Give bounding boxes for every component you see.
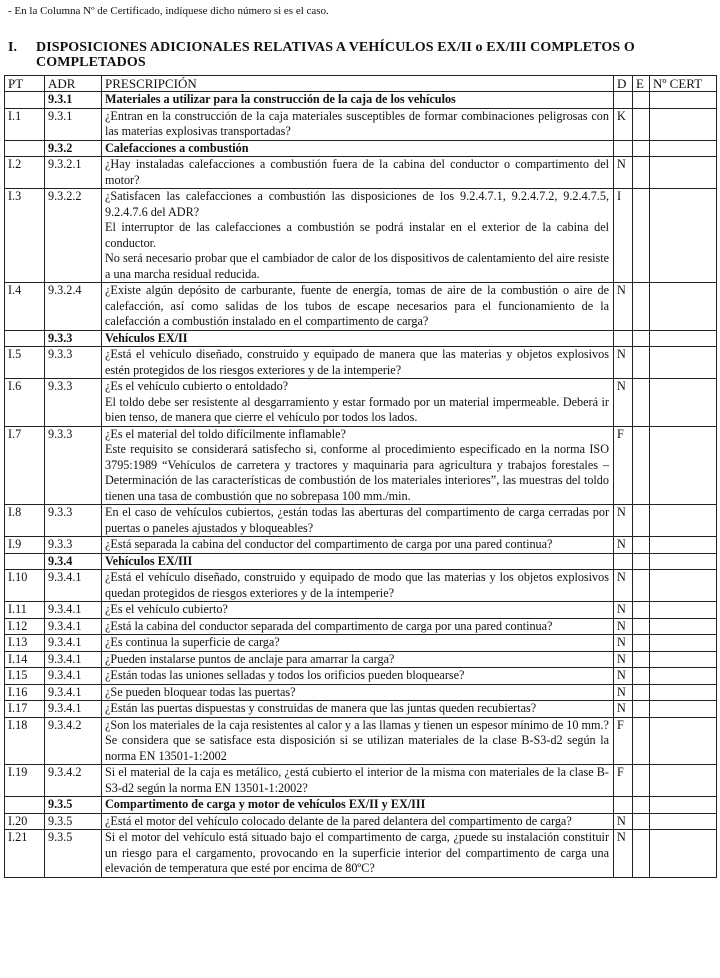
prescription-question: ¿Está separada la cabina del conductor del compartimento de carga por una pared continua? (105, 537, 553, 551)
table-row (5, 189, 717, 283)
cell-prescription (102, 108, 614, 140)
cell-prescription (102, 140, 614, 157)
prescription-question: ¿Hay instaladas calefacciones a combustión fuera de la cabina del conductor o compartimento del motor? (105, 157, 609, 187)
table-row (5, 347, 717, 379)
section-title-line1: DISPOSICIONES ADICIONALES RELATIVAS A VEHÍCULOS EX/II o EX/III COMPLETOS O (36, 40, 635, 55)
section-row (5, 140, 717, 157)
prescription-question: Si el motor del vehículo está situado bajo el compartimento de carga, ¿puede su instalación constituir un riesgo para el cargamento, provocando en la superficie interior del compartimento de carga una elevación de temperatura que esté por encima de 80ºC? (105, 830, 609, 875)
table-row (5, 618, 717, 635)
cell-e (633, 283, 650, 331)
cell-prescription (102, 330, 614, 347)
cell-e (633, 426, 650, 505)
table-row (5, 602, 717, 619)
prescription-question: Materiales a utilizar para la construcción de la caja de los vehículos (105, 92, 456, 106)
cell-e (633, 717, 650, 765)
cell-e (633, 813, 650, 830)
cell-e (633, 668, 650, 685)
cell-cert (650, 537, 717, 554)
cell-adr: 9.3.4.1 (45, 684, 102, 701)
prescription-question: ¿Está el vehículo diseñado, construido y equipado de manera que las materias y objetos explosivos estén protegidos de los riesgos exteriores y de la intemperie? (105, 347, 609, 377)
cell-d (614, 797, 633, 814)
cell-adr: 9.3.3 (45, 537, 102, 554)
cell-pt (5, 797, 45, 814)
cell-cert (650, 813, 717, 830)
prescription-question: ¿Es el vehículo cubierto? (105, 602, 228, 616)
cell-pt (5, 553, 45, 570)
table-row (5, 668, 717, 685)
cell-e (633, 92, 650, 109)
prescription-question: ¿Están las puertas dispuestas y construidas de manera que las juntas queden recubiertas? (105, 701, 537, 715)
cell-e (633, 537, 650, 554)
header-pt: PT (5, 76, 45, 92)
cell-d: F (614, 717, 633, 765)
cell-d: N (614, 635, 633, 652)
cell-adr: 9.3.4 (45, 553, 102, 570)
cell-e (633, 379, 650, 427)
cell-adr: 9.3.1 (45, 92, 102, 109)
cell-d: N (614, 537, 633, 554)
cell-d (614, 140, 633, 157)
table-row (5, 570, 717, 602)
cell-prescription (102, 651, 614, 668)
cell-prescription (102, 701, 614, 718)
cell-d: I (614, 189, 633, 283)
cell-pt: I.11 (5, 602, 45, 619)
cell-adr: 9.3.2.1 (45, 157, 102, 189)
cell-cert (650, 570, 717, 602)
cell-prescription (102, 347, 614, 379)
cell-d: N (614, 157, 633, 189)
cell-adr: 9.3.3 (45, 330, 102, 347)
cell-d: N (614, 505, 633, 537)
cell-e (633, 684, 650, 701)
cell-e (633, 602, 650, 619)
cell-cert (650, 92, 717, 109)
cell-cert (650, 618, 717, 635)
cell-pt: I.20 (5, 813, 45, 830)
cell-pt: I.15 (5, 668, 45, 685)
cell-prescription (102, 830, 614, 878)
table-body (5, 92, 717, 878)
cell-pt: I.19 (5, 765, 45, 797)
cell-e (633, 189, 650, 283)
cell-cert (650, 830, 717, 878)
cell-cert (650, 108, 717, 140)
table-row (5, 108, 717, 140)
cell-prescription (102, 570, 614, 602)
cell-prescription (102, 379, 614, 427)
cell-adr: 9.3.2.2 (45, 189, 102, 283)
section-number: I. (8, 40, 18, 55)
cell-adr: 9.3.2.4 (45, 283, 102, 331)
cell-pt: I.7 (5, 426, 45, 505)
cell-d: N (614, 701, 633, 718)
prescription-question: ¿Está el motor del vehículo colocado delante de la pared delantera del compartimento de carga? (105, 813, 572, 828)
table-header-row (5, 76, 717, 92)
cell-prescription (102, 684, 614, 701)
cell-cert (650, 140, 717, 157)
prescription-question: ¿Satisfacen las calefacciones a combustión las disposiciones de los 9.2.4.7.1, 9.2.4.7.2, 9.2.4.7.5, 9.2.4.7.6 del ADR? (105, 189, 609, 219)
prescription-question: ¿Se pueden bloquear todas las puertas? (105, 684, 296, 699)
cell-pt: I.13 (5, 635, 45, 652)
cell-cert (650, 347, 717, 379)
prescription-question: ¿Son los materiales de la caja resistentes al calor y a las llamas y tienen un espesor mínimo de 10 mm.? (105, 717, 609, 732)
table-row (5, 505, 717, 537)
cell-pt: I.12 (5, 618, 45, 635)
cell-adr: 9.3.5 (45, 797, 102, 814)
cell-adr: 9.3.1 (45, 108, 102, 140)
cell-cert (650, 602, 717, 619)
header-e: E (633, 76, 650, 92)
cell-adr: 9.3.5 (45, 830, 102, 878)
cell-d (614, 553, 633, 570)
table-row (5, 157, 717, 189)
cell-pt: I.9 (5, 537, 45, 554)
cell-pt: I.17 (5, 701, 45, 718)
prescription-note: El toldo debe ser resistente al desgarramiento y estar formado por un material impermeable. Deberá ir bien tenso, de manera que cierre el vehículo por todos los lados. (105, 394, 609, 424)
prescription-question: En el caso de vehículos cubiertos, ¿están todas las aberturas del compartimento de carga cerradas por puertas o paneles ajustados y bloqueables? (105, 505, 609, 535)
cell-prescription (102, 765, 614, 797)
table-row (5, 283, 717, 331)
cell-prescription (102, 537, 614, 554)
cell-e (633, 635, 650, 652)
table-row (5, 813, 717, 830)
prescription-note: El interruptor de las calefacciones a combustión se podrá instalar en el exterior de la cabina del conductor. (105, 220, 609, 250)
cell-prescription (102, 602, 614, 619)
cell-cert (650, 668, 717, 685)
cell-cert (650, 717, 717, 765)
cell-pt: I.8 (5, 505, 45, 537)
cell-adr: 9.3.3 (45, 347, 102, 379)
cell-prescription (102, 635, 614, 652)
cell-pt: I.4 (5, 283, 45, 331)
inspection-table (4, 75, 717, 878)
cell-e (633, 157, 650, 189)
cell-cert (650, 283, 717, 331)
cell-e (633, 553, 650, 570)
cell-cert (650, 701, 717, 718)
cell-adr: 9.3.4.2 (45, 765, 102, 797)
cell-cert (650, 189, 717, 283)
section-row (5, 553, 717, 570)
prescription-question: ¿Es el material del toldo difícilmente inflamable? (105, 426, 346, 441)
section-row (5, 797, 717, 814)
cell-e (633, 330, 650, 347)
cell-adr: 9.3.3 (45, 505, 102, 537)
cell-adr: 9.3.3 (45, 426, 102, 505)
cell-pt: I.3 (5, 189, 45, 283)
cell-pt: I.6 (5, 379, 45, 427)
cell-prescription (102, 553, 614, 570)
cell-adr: 9.3.3 (45, 379, 102, 427)
prescription-question: Si el material de la caja es metálico, ¿está cubierto el interior de la misma con materiales de la clase B-S3-d2 según la norma EN 13501-1:2002? (105, 765, 609, 795)
prescription-note: Se considera que se satisface esta disposición si se utilizan materiales de la clase B-S3-d2 según la norma EN 13501-1:2002 (105, 733, 609, 763)
table-row (5, 701, 717, 718)
cell-d: N (614, 618, 633, 635)
cell-prescription (102, 189, 614, 283)
cell-cert (650, 684, 717, 701)
cell-pt: I.1 (5, 108, 45, 140)
cell-e (633, 701, 650, 718)
cell-prescription (102, 426, 614, 505)
cell-prescription (102, 668, 614, 685)
cell-d: N (614, 668, 633, 685)
table-row (5, 537, 717, 554)
cell-d: N (614, 813, 633, 830)
cell-prescription (102, 92, 614, 109)
cell-pt: I.10 (5, 570, 45, 602)
header-d: D (614, 76, 633, 92)
cell-cert (650, 157, 717, 189)
table-row (5, 379, 717, 427)
cell-d: F (614, 426, 633, 505)
cell-d: N (614, 651, 633, 668)
cell-d (614, 330, 633, 347)
cell-e (633, 108, 650, 140)
cell-e (633, 618, 650, 635)
cell-cert (650, 765, 717, 797)
prescription-note: Este requisito se considerará satisfecho si, conforme al procedimiento especificado en la norma ISO 3795:1989 “Vehículos de carretera y tractores y maquinaria para agricultura y trabajos forestales – Determinación de las características de combustión de los materiales interiores”, las muestras del toldo tienen una tasa de combustión que no sobrepasa 100 mm./min. (105, 442, 609, 503)
prescription-question: Vehículos EX/II (105, 330, 188, 345)
prescription-question: ¿Existe algún depósito de carburante, fuente de energía, tomas de aire de la combustión o aire de calefacción, así como salidas de los tubos de escape necesarios para el funcionamiento de la calefacción a combustión instalado en el compartimento de carga? (105, 283, 609, 328)
cell-pt: I.5 (5, 347, 45, 379)
section-title-line2: COMPLETADOS (36, 55, 146, 70)
cell-d: F (614, 765, 633, 797)
cell-pt: I.18 (5, 717, 45, 765)
cell-pt: I.14 (5, 651, 45, 668)
cell-pt (5, 330, 45, 347)
cell-prescription (102, 797, 614, 814)
table-row (5, 635, 717, 652)
cell-prescription (102, 283, 614, 331)
cell-pt (5, 140, 45, 157)
prescription-question: ¿Están todas las uniones selladas y todos los orificios pueden bloquearse? (105, 668, 465, 682)
certificate-note: - En la Columna Nº de Certificado, indíquese dicho número si es el caso. (8, 5, 329, 17)
header-cert: Nº CERT (650, 76, 717, 92)
cell-e (633, 797, 650, 814)
prescription-question: ¿Es el vehículo cubierto o entoldado? (105, 379, 289, 393)
cell-adr: 9.3.5 (45, 813, 102, 830)
section-heading (8, 40, 712, 70)
section-row (5, 330, 717, 347)
prescription-question: ¿Pueden instalarse puntos de anclaje para amarrar la carga? (105, 651, 395, 666)
prescription-question: Calefacciones a combustión (105, 140, 249, 155)
cell-cert (650, 330, 717, 347)
prescription-question: Vehículos EX/III (105, 553, 193, 568)
cell-d (614, 92, 633, 109)
cell-cert (650, 635, 717, 652)
cell-e (633, 651, 650, 668)
cell-adr: 9.3.4.1 (45, 701, 102, 718)
cell-prescription (102, 618, 614, 635)
cell-d: N (614, 570, 633, 602)
cell-pt: I.2 (5, 157, 45, 189)
cell-cert (650, 797, 717, 814)
cell-cert (650, 426, 717, 505)
cell-adr: 9.3.4.1 (45, 635, 102, 652)
table-row (5, 830, 717, 878)
table-row (5, 651, 717, 668)
cell-adr: 9.3.4.1 (45, 602, 102, 619)
cell-pt: I.16 (5, 684, 45, 701)
header-prescription: PRESCRIPCIÓN (102, 76, 614, 92)
table-row (5, 426, 717, 505)
cell-e (633, 765, 650, 797)
cell-adr: 9.3.4.2 (45, 717, 102, 765)
prescription-question: ¿Está el vehículo diseñado, construido y equipado de modo que las materias y los objetos explosivos quedan protegidos de riesgos exteriores y de la intemperie? (105, 570, 609, 600)
cell-d: N (614, 830, 633, 878)
cell-prescription (102, 717, 614, 765)
table-row (5, 765, 717, 797)
cell-d: N (614, 283, 633, 331)
cell-e (633, 570, 650, 602)
cell-e (633, 347, 650, 379)
cell-e (633, 140, 650, 157)
prescription-question: ¿Está la cabina del conductor separada del compartimento de carga por una pared continua? (105, 618, 553, 633)
table-row (5, 684, 717, 701)
header-adr: ADR (45, 76, 102, 92)
prescription-question: Compartimento de carga y motor de vehículos EX/II y EX/III (105, 797, 426, 811)
cell-prescription (102, 505, 614, 537)
cell-pt: I.21 (5, 830, 45, 878)
cell-d: K (614, 108, 633, 140)
cell-prescription (102, 157, 614, 189)
section-row (5, 92, 717, 109)
cell-prescription (102, 813, 614, 830)
cell-cert (650, 505, 717, 537)
cell-adr: 9.3.4.1 (45, 668, 102, 685)
cell-adr: 9.3.4.1 (45, 570, 102, 602)
cell-d: N (614, 347, 633, 379)
cell-pt (5, 92, 45, 109)
cell-adr: 9.3.2 (45, 140, 102, 157)
prescription-question: ¿Entran en la construcción de la caja materiales susceptibles de formar combinaciones peligrosas con las materias explosivas transportadas? (105, 108, 609, 138)
cell-cert (650, 379, 717, 427)
cell-e (633, 830, 650, 878)
prescription-note: No será necesario probar que el cambiador de calor de los dispositivos de calentamiento del aire resiste a una marcha residual reducida. (105, 251, 609, 281)
cell-adr: 9.3.4.1 (45, 651, 102, 668)
prescription-question: ¿Es continua la superficie de carga? (105, 635, 280, 649)
cell-cert (650, 553, 717, 570)
cell-d: N (614, 602, 633, 619)
cell-e (633, 505, 650, 537)
table-row (5, 717, 717, 765)
cell-cert (650, 651, 717, 668)
cell-d: N (614, 684, 633, 701)
cell-adr: 9.3.4.1 (45, 618, 102, 635)
cell-d: N (614, 379, 633, 427)
